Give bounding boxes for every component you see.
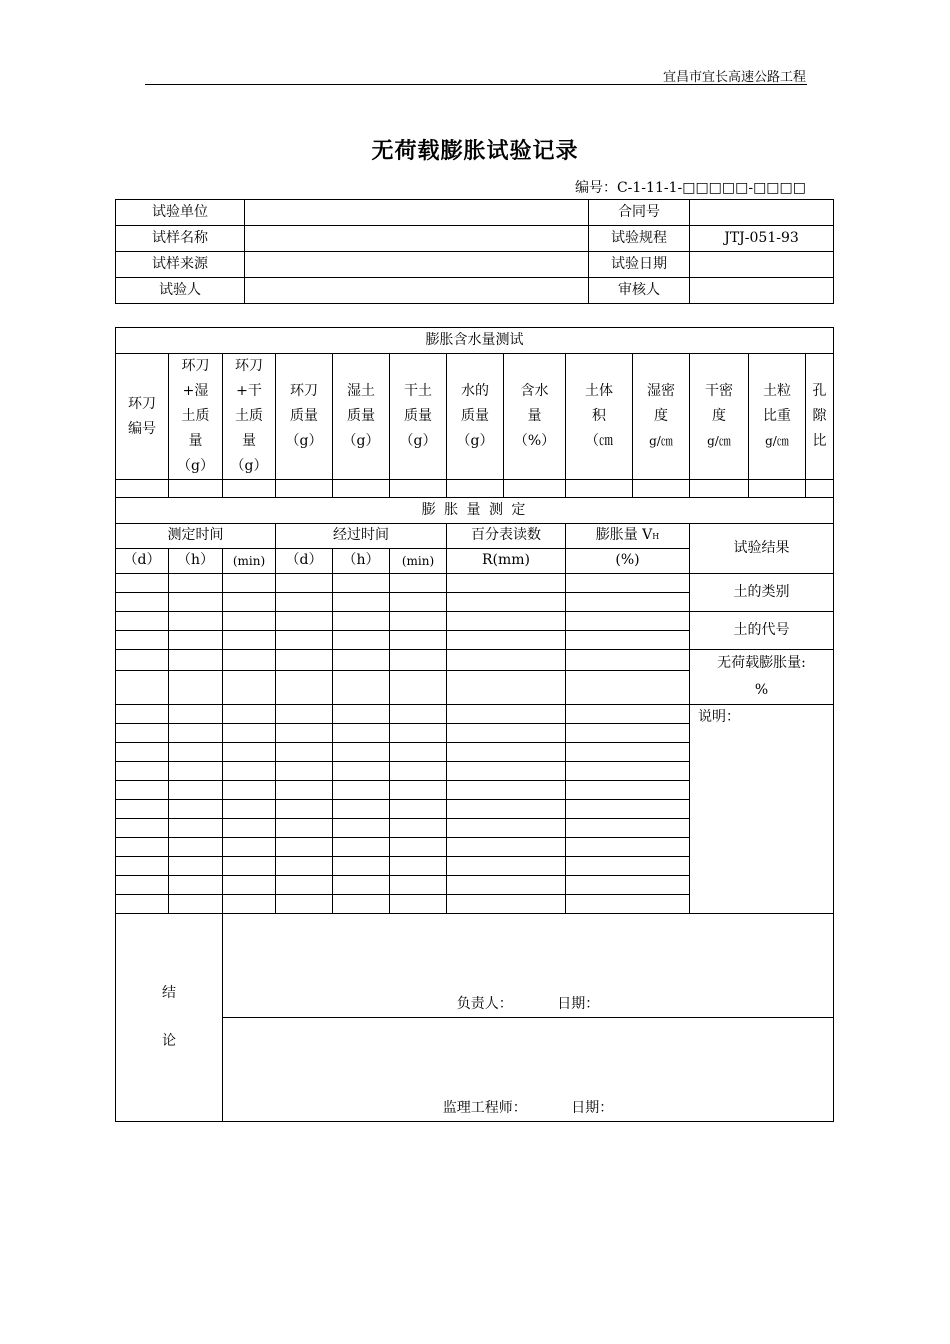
moisture-data-cell[interactable]: [390, 480, 447, 498]
swell-data-cell[interactable]: [169, 705, 223, 724]
dial-data-cell[interactable]: [447, 781, 566, 800]
swell-data-cell[interactable]: [116, 631, 169, 650]
time-unit-header: (min): [223, 549, 276, 574]
tester-value[interactable]: [245, 278, 589, 304]
responsible-signature: 负责人： 日期：: [456, 995, 600, 1012]
info-table: [115, 199, 834, 304]
swell-data-cell[interactable]: [223, 574, 276, 593]
time-unit-header: （d）: [116, 549, 169, 574]
conclusion-contractor[interactable]: [223, 914, 834, 1018]
swell-data-cell[interactable]: [390, 876, 447, 895]
moisture-col-header: [806, 354, 834, 480]
moisture-col-header: [690, 354, 749, 480]
moisture-col-header-text: g/㎝: [765, 434, 789, 448]
swell-pct-data-cell[interactable]: [566, 670, 690, 704]
moisture-data-cell[interactable]: [633, 480, 690, 498]
swell-data-cell[interactable]: [390, 838, 447, 857]
swell-data-cell[interactable]: [223, 819, 276, 838]
moisture-col-header-text: 含水: [520, 383, 549, 399]
swell-data-cell[interactable]: [390, 762, 447, 781]
conclusion-char-2: 论: [162, 1032, 176, 1049]
swell-data-cell[interactable]: [390, 800, 447, 819]
swell-data-cell[interactable]: [169, 762, 223, 781]
swell-data-cell[interactable]: [390, 650, 447, 671]
moisture-col-header-text: 环刀: [235, 358, 263, 374]
swell-data-cell[interactable]: [333, 631, 390, 650]
moisture-data-cell[interactable]: [806, 480, 834, 498]
swell-data-cell[interactable]: [333, 781, 390, 800]
moisture-data-cell[interactable]: [276, 480, 333, 498]
swell-data-cell[interactable]: [276, 781, 333, 800]
swell-data-cell[interactable]: [169, 631, 223, 650]
swell-data-cell[interactable]: [116, 781, 169, 800]
swell-data-cell[interactable]: [276, 631, 333, 650]
sample-source-value[interactable]: [245, 252, 589, 278]
moisture-col-header-text: 隙: [812, 408, 827, 424]
swell-data-cell[interactable]: [116, 705, 169, 724]
dial-data-cell[interactable]: [447, 631, 566, 650]
swell-amount-header: 膨胀量 VH: [566, 524, 690, 549]
time-unit-header: （d）: [276, 549, 333, 574]
soil-code-label: 土的代号: [690, 612, 834, 650]
swell-data-cell[interactable]: [223, 612, 276, 631]
main-table: [115, 327, 834, 1122]
swell-data-cell[interactable]: [276, 819, 333, 838]
swell-data-cell[interactable]: [116, 819, 169, 838]
moisture-data-cell[interactable]: [690, 480, 749, 498]
swell-pct-data-cell[interactable]: [566, 705, 690, 724]
swell-data-cell[interactable]: [116, 574, 169, 593]
swell-data-cell[interactable]: [333, 876, 390, 895]
dial-data-cell[interactable]: [447, 670, 566, 704]
swell-data-cell[interactable]: [169, 876, 223, 895]
swell-data-cell[interactable]: [390, 819, 447, 838]
swell-data-cell[interactable]: [169, 838, 223, 857]
swell-data-cell[interactable]: [116, 724, 169, 743]
moisture-col-header-text: 土质: [235, 408, 263, 424]
swell-data-cell[interactable]: [169, 612, 223, 631]
time-unit-header: (min): [390, 549, 447, 574]
moisture-col-header-text: 水的: [461, 383, 489, 399]
swell-data-cell[interactable]: [169, 743, 223, 762]
sample-name-value[interactable]: [245, 226, 589, 252]
swell-data-cell[interactable]: [169, 650, 223, 671]
swell-data-cell[interactable]: [223, 743, 276, 762]
swell-data-cell[interactable]: [276, 876, 333, 895]
reviewer-label: 审核人: [589, 278, 690, 304]
swell-data-cell[interactable]: [333, 857, 390, 876]
swell-pct-data-cell[interactable]: [566, 819, 690, 838]
swell-data-cell[interactable]: [390, 631, 447, 650]
measure-time-header: 测定时间: [116, 524, 276, 549]
swell-data-cell[interactable]: [333, 650, 390, 671]
swell-pct-data-cell[interactable]: [566, 593, 690, 612]
moisture-col-header-text: 量: [188, 433, 203, 449]
soil-type-label: 土的类别: [690, 574, 834, 612]
swell-data-cell[interactable]: [276, 574, 333, 593]
time-unit-header: （h）: [333, 549, 390, 574]
moisture-col-header: [276, 354, 333, 480]
swell-data-cell[interactable]: [223, 800, 276, 819]
swell-data-cell[interactable]: [333, 819, 390, 838]
dial-data-cell[interactable]: [447, 800, 566, 819]
test-date-value[interactable]: [690, 252, 834, 278]
dial-data-cell[interactable]: [447, 650, 566, 671]
moisture-col-header-text: 编号: [128, 420, 156, 437]
moisture-col-header: [169, 354, 223, 480]
dial-data-cell[interactable]: [447, 574, 566, 593]
moisture-col-header-text: 干土: [404, 383, 432, 399]
moisture-col-header-text: （g）: [342, 433, 380, 449]
result-title: 试验结果: [690, 524, 834, 574]
supervisor-signature: 监理工程师： 日期：: [442, 1099, 614, 1116]
no-load-swell-result: [690, 650, 834, 705]
moisture-col-header: [447, 354, 504, 480]
swell-data-cell[interactable]: [333, 574, 390, 593]
swell-data-cell[interactable]: [169, 781, 223, 800]
time-unit-header: （h）: [169, 549, 223, 574]
swell-data-cell[interactable]: [390, 705, 447, 724]
unit-value[interactable]: [245, 200, 589, 226]
moisture-col-header-text: 量: [527, 408, 542, 424]
moisture-col-header-text: 湿土: [347, 383, 375, 399]
swell-data-cell[interactable]: [390, 781, 447, 800]
swell-data-cell[interactable]: [169, 724, 223, 743]
swell-pct-data-cell[interactable]: [566, 800, 690, 819]
swell-unit: (%): [566, 549, 690, 574]
swell-data-cell[interactable]: [276, 724, 333, 743]
moisture-col-header-text: 土质: [181, 408, 210, 424]
swell-data-cell[interactable]: [116, 838, 169, 857]
swell-pct-data-cell[interactable]: [566, 857, 690, 876]
reviewer-value[interactable]: [690, 278, 834, 304]
swell-data-cell[interactable]: [169, 895, 223, 914]
moisture-col-header-text: （%）: [513, 433, 556, 449]
swell-data-cell[interactable]: [276, 670, 333, 704]
swell-data-cell[interactable]: [390, 593, 447, 612]
swell-data-cell[interactable]: [276, 593, 333, 612]
moisture-data-cell[interactable]: [333, 480, 390, 498]
swell-data-cell[interactable]: [276, 612, 333, 631]
dial-data-cell[interactable]: [447, 819, 566, 838]
moisture-col-header: [566, 354, 633, 480]
swell-data-cell[interactable]: [223, 724, 276, 743]
dial-data-cell[interactable]: [447, 895, 566, 914]
swell-pct-data-cell[interactable]: [566, 650, 690, 671]
swell-pct-data-cell[interactable]: [566, 612, 690, 631]
swell-data-cell[interactable]: [276, 895, 333, 914]
moisture-section-title: 膨胀含水量测试: [116, 328, 834, 354]
swell-data-cell[interactable]: [223, 593, 276, 612]
document-title: 无荷载膨胀试验记录: [371, 138, 579, 164]
swell-section-title: 膨 胀 量 测 定: [116, 498, 834, 524]
swell-data-cell[interactable]: [276, 705, 333, 724]
swell-data-cell[interactable]: [116, 612, 169, 631]
test-date-label: 试验日期: [589, 252, 690, 278]
unit-label: 试验单位: [116, 200, 245, 226]
moisture-col-header: [223, 354, 276, 480]
moisture-col-header-text: （g）: [456, 433, 494, 449]
swell-pct-data-cell[interactable]: [566, 762, 690, 781]
note-field[interactable]: 说明：: [690, 705, 834, 914]
swell-data-cell[interactable]: [223, 650, 276, 671]
swell-data-cell[interactable]: [333, 743, 390, 762]
dial-data-cell[interactable]: [447, 743, 566, 762]
swell-data-cell[interactable]: [276, 838, 333, 857]
swell-data-cell[interactable]: [169, 574, 223, 593]
elapsed-time-header: 经过时间: [276, 524, 447, 549]
swell-data-cell[interactable]: [333, 762, 390, 781]
conclusion-label: [116, 914, 223, 1122]
dial-data-cell[interactable]: [447, 876, 566, 895]
swell-pct-data-cell[interactable]: [566, 876, 690, 895]
project-name: 宜昌市宜长高速公路工程: [662, 70, 806, 85]
swell-data-cell[interactable]: [223, 876, 276, 895]
percent-sign: %: [754, 682, 769, 698]
swell-data-cell[interactable]: [276, 743, 333, 762]
swell-pct-data-cell[interactable]: [566, 838, 690, 857]
dial-data-cell[interactable]: [447, 593, 566, 612]
moisture-col-header: [504, 354, 566, 480]
swell-data-cell[interactable]: [169, 819, 223, 838]
moisture-col-header-text: 度: [712, 408, 726, 424]
moisture-col-header-text: （g）: [285, 433, 323, 449]
moisture-col-header-text: 质量: [404, 408, 432, 424]
moisture-data-cell[interactable]: [169, 480, 223, 498]
moisture-col-header-text: 土体: [585, 383, 613, 399]
moisture-col-header-text: 比: [812, 433, 827, 449]
document-code: 编号：C-1-11-1-□□□□□-□□□□: [574, 180, 806, 196]
dial-reading-header: 百分表读数: [447, 524, 566, 549]
swell-pct-data-cell[interactable]: [566, 724, 690, 743]
dial-data-cell[interactable]: [447, 838, 566, 857]
swell-data-cell[interactable]: [116, 593, 169, 612]
swell-pct-data-cell[interactable]: [566, 574, 690, 593]
swell-data-cell[interactable]: [390, 612, 447, 631]
moisture-col-header-text: +干: [236, 383, 262, 399]
swell-data-cell[interactable]: [116, 800, 169, 819]
swell-data-cell[interactable]: [223, 670, 276, 704]
swell-data-cell[interactable]: [169, 593, 223, 612]
moisture-col-header-text: 量: [242, 433, 256, 449]
swell-data-cell[interactable]: [390, 670, 447, 704]
swell-data-cell[interactable]: [223, 838, 276, 857]
moisture-col-header-text: （g）: [399, 433, 437, 449]
header-rule: [145, 84, 807, 85]
moisture-col-header-text: 积: [592, 408, 606, 424]
moisture-col-header-text: 质量: [347, 408, 375, 424]
dial-data-cell[interactable]: [447, 705, 566, 724]
moisture-col-header: [749, 354, 806, 480]
moisture-col-header: [333, 354, 390, 480]
moisture-col-header: [116, 354, 169, 480]
moisture-col-header-text: 比重: [763, 408, 791, 424]
swell-pct-data-cell[interactable]: [566, 895, 690, 914]
swell-data-cell[interactable]: [169, 857, 223, 876]
moisture-col-header-text: 质量: [461, 408, 489, 424]
dial-data-cell[interactable]: [447, 857, 566, 876]
moisture-col-header-text: （g）: [177, 458, 214, 474]
swell-data-cell[interactable]: [223, 705, 276, 724]
swell-data-cell[interactable]: [276, 800, 333, 819]
swell-data-cell[interactable]: [116, 857, 169, 876]
no-load-swell-label: 无荷载膨胀量:: [717, 655, 806, 671]
swell-data-cell[interactable]: [333, 800, 390, 819]
moisture-col-header-text: +湿: [182, 383, 209, 399]
swell-pct-data-cell[interactable]: [566, 743, 690, 762]
swell-data-cell[interactable]: [390, 857, 447, 876]
moisture-col-header-text: g/㎝: [649, 434, 673, 448]
moisture-data-cell[interactable]: [566, 480, 633, 498]
procedure-label: 试验规程: [589, 226, 690, 252]
swell-data-cell[interactable]: [390, 743, 447, 762]
swell-data-cell[interactable]: [223, 857, 276, 876]
moisture-col-header-text: 环刀: [128, 395, 156, 412]
swell-data-cell[interactable]: [223, 631, 276, 650]
swell-pct-data-cell[interactable]: [566, 781, 690, 800]
moisture-col-header-text: 干密: [705, 383, 733, 399]
contract-value[interactable]: [690, 200, 834, 226]
conclusion-char-1: 结: [162, 985, 176, 1001]
sample-source-label: 试样来源: [116, 252, 245, 278]
moisture-data-cell[interactable]: [504, 480, 566, 498]
swell-data-cell[interactable]: [276, 762, 333, 781]
moisture-col-header-text: （㎝: [585, 433, 613, 449]
swell-data-cell[interactable]: [223, 781, 276, 800]
moisture-data-cell[interactable]: [116, 480, 169, 498]
swell-data-cell[interactable]: [276, 650, 333, 671]
swell-data-cell[interactable]: [223, 762, 276, 781]
swell-data-cell[interactable]: [333, 895, 390, 914]
moisture-col-header: [633, 354, 690, 480]
swell-subscript: H: [652, 532, 660, 542]
dial-data-cell[interactable]: [447, 612, 566, 631]
swell-data-cell[interactable]: [333, 670, 390, 704]
moisture-col-header-text: 湿密: [647, 383, 675, 399]
conclusion-supervisor[interactable]: [223, 1018, 834, 1122]
swell-data-cell[interactable]: [390, 574, 447, 593]
moisture-data-cell[interactable]: [223, 480, 276, 498]
swell-data-cell[interactable]: [169, 670, 223, 704]
swell-data-cell[interactable]: [116, 650, 169, 671]
tester-label: 试验人: [116, 278, 245, 304]
sample-name-label: 试样名称: [116, 226, 245, 252]
procedure-value: JTJ-051-93: [690, 226, 834, 252]
moisture-col-header-text: g/㎝: [707, 434, 731, 448]
swell-data-cell[interactable]: [276, 857, 333, 876]
moisture-col-header-text: 土粒: [763, 383, 791, 399]
swell-data-cell[interactable]: [169, 800, 223, 819]
swell-data-cell[interactable]: [116, 876, 169, 895]
swell-data-cell[interactable]: [116, 743, 169, 762]
moisture-data-cell[interactable]: [749, 480, 806, 498]
contract-label: 合同号: [589, 200, 690, 226]
moisture-col-header-text: 孔: [812, 383, 827, 399]
swell-data-cell[interactable]: [333, 724, 390, 743]
moisture-col-header-text: 环刀: [181, 358, 210, 374]
swell-data-cell[interactable]: [116, 670, 169, 704]
swell-data-cell[interactable]: [116, 762, 169, 781]
swell-pct-data-cell[interactable]: [566, 631, 690, 650]
swell-data-cell[interactable]: [390, 724, 447, 743]
dial-unit: R(mm): [447, 549, 566, 574]
swell-data-cell[interactable]: [390, 895, 447, 914]
moisture-col-header-text: 环刀: [290, 383, 318, 399]
swell-data-cell[interactable]: [333, 705, 390, 724]
swell-data-cell[interactable]: [223, 895, 276, 914]
swell-data-cell[interactable]: [116, 895, 169, 914]
moisture-col-header-text: 度: [654, 408, 668, 424]
moisture-col-header: [390, 354, 447, 480]
moisture-col-header-text: （g）: [230, 458, 268, 474]
swell-data-cell[interactable]: [333, 593, 390, 612]
moisture-col-header-text: 质量: [290, 408, 318, 424]
dial-data-cell[interactable]: [447, 762, 566, 781]
swell-data-cell[interactable]: [333, 612, 390, 631]
dial-data-cell[interactable]: [447, 724, 566, 743]
moisture-data-cell[interactable]: [447, 480, 504, 498]
swell-data-cell[interactable]: [333, 838, 390, 857]
